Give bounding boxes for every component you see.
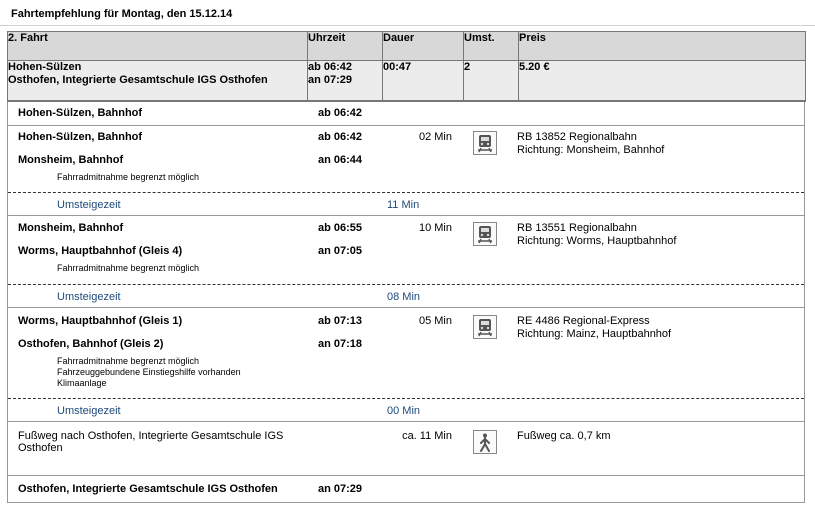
leg-row bbox=[8, 307, 804, 399]
train-icon bbox=[473, 222, 497, 246]
train-icon bbox=[473, 315, 497, 339]
leg-from: Worms, Hauptbahnhof (Gleis 1) bbox=[18, 315, 183, 327]
leg-arr: an 07:18 bbox=[318, 338, 363, 350]
connection-table bbox=[7, 31, 806, 102]
leg-train: RB 13852 Regionalbahn bbox=[517, 131, 637, 143]
col-time: Uhrzeit bbox=[308, 32, 383, 61]
col-price: Preis bbox=[519, 32, 806, 61]
col-trip: 2. Fahrt bbox=[8, 32, 308, 61]
leg-direction: Richtung: Mainz, Hauptbahnhof bbox=[517, 328, 672, 340]
leg-to: Worms, Hauptbahnhof (Gleis 4) bbox=[18, 245, 183, 257]
leg-train: RB 13551 Regionalbahn bbox=[517, 222, 637, 234]
transfer-time: 00 Min bbox=[387, 405, 421, 417]
destination-time: an 07:29 bbox=[318, 483, 363, 495]
table-header bbox=[8, 32, 806, 61]
train-icon bbox=[473, 131, 497, 155]
summary-to: Osthofen, Integrierte Gesamtschule IGS Osthofen bbox=[8, 74, 268, 86]
transfer-time: 08 Min bbox=[387, 291, 421, 303]
leg-arr: an 06:44 bbox=[318, 154, 363, 166]
leg-arr: an 07:05 bbox=[318, 245, 363, 257]
transfer-row bbox=[8, 398, 804, 422]
transfer-row bbox=[8, 284, 804, 308]
page-title: Fahrtempfehlung für Montag, den 15.12.14 bbox=[11, 8, 233, 20]
leg-from: Hohen-Sülzen, Bahnhof bbox=[18, 131, 143, 143]
walk-description: Fußweg nach Osthofen, Integrierte Gesamtschule IGS bbox=[18, 430, 284, 442]
col-changes: Umst. bbox=[464, 32, 519, 61]
leg-duration: 05 Min bbox=[418, 315, 452, 327]
leg-note: Fahrzeuggebundene Einstiegshilfe vorhanden bbox=[57, 367, 241, 377]
leg-row bbox=[8, 125, 804, 193]
transfer-label: Umsteigezeit bbox=[57, 405, 121, 417]
destination-stop: Osthofen, Integrierte Gesamtschule IGS Osthofen bbox=[18, 483, 278, 495]
summary-arr: an 07:29 bbox=[308, 74, 353, 86]
leg-row bbox=[8, 215, 804, 285]
walk-distance: Fußweg ca. 0,7 km bbox=[517, 430, 611, 442]
leg-note: Fahrradmitnahme begrenzt möglich bbox=[57, 263, 200, 273]
start-row bbox=[8, 101, 804, 125]
leg-to: Monsheim, Bahnhof bbox=[18, 154, 124, 166]
walk-description-cont: Osthofen bbox=[18, 442, 63, 454]
summary-duration: 00:47 bbox=[383, 61, 412, 73]
transfer-row bbox=[8, 192, 804, 216]
leg-to: Osthofen, Bahnhof (Gleis 2) bbox=[18, 338, 164, 350]
leg-note: Klimaanlage bbox=[57, 378, 107, 388]
summary-from: Hohen-Sülzen bbox=[8, 61, 82, 73]
walk-row bbox=[8, 421, 804, 476]
leg-duration: 02 Min bbox=[418, 131, 452, 143]
transfer-label: Umsteigezeit bbox=[57, 199, 121, 211]
summary-dep: ab 06:42 bbox=[308, 61, 353, 73]
leg-train: RE 4486 Regional-Express bbox=[517, 315, 650, 327]
start-stop: Hohen-Sülzen, Bahnhof bbox=[18, 107, 143, 119]
leg-dep: ab 07:13 bbox=[318, 315, 363, 327]
summary-row[interactable] bbox=[8, 61, 806, 101]
transfer-label: Umsteigezeit bbox=[57, 291, 121, 303]
leg-note: Fahrradmitnahme begrenzt möglich bbox=[57, 172, 200, 182]
transfer-time: 11 Min bbox=[387, 199, 420, 211]
summary-changes: 2 bbox=[464, 61, 471, 73]
summary-price: 5.20 € bbox=[519, 61, 550, 73]
leg-from: Monsheim, Bahnhof bbox=[18, 222, 124, 234]
col-duration: Dauer bbox=[383, 32, 464, 61]
pedestrian-icon bbox=[473, 430, 497, 454]
walk-duration: ca. 11 Min bbox=[402, 430, 452, 442]
leg-direction: Richtung: Monsheim, Bahnhof bbox=[517, 144, 665, 156]
leg-dep: ab 06:55 bbox=[318, 222, 363, 234]
leg-direction: Richtung: Worms, Hauptbahnhof bbox=[517, 235, 677, 247]
start-time: ab 06:42 bbox=[318, 107, 363, 119]
leg-duration: 10 Min bbox=[418, 222, 452, 234]
destination-row bbox=[8, 475, 804, 503]
leg-note: Fahrradmitnahme begrenzt möglich bbox=[57, 356, 200, 366]
leg-dep: ab 06:42 bbox=[318, 131, 363, 143]
